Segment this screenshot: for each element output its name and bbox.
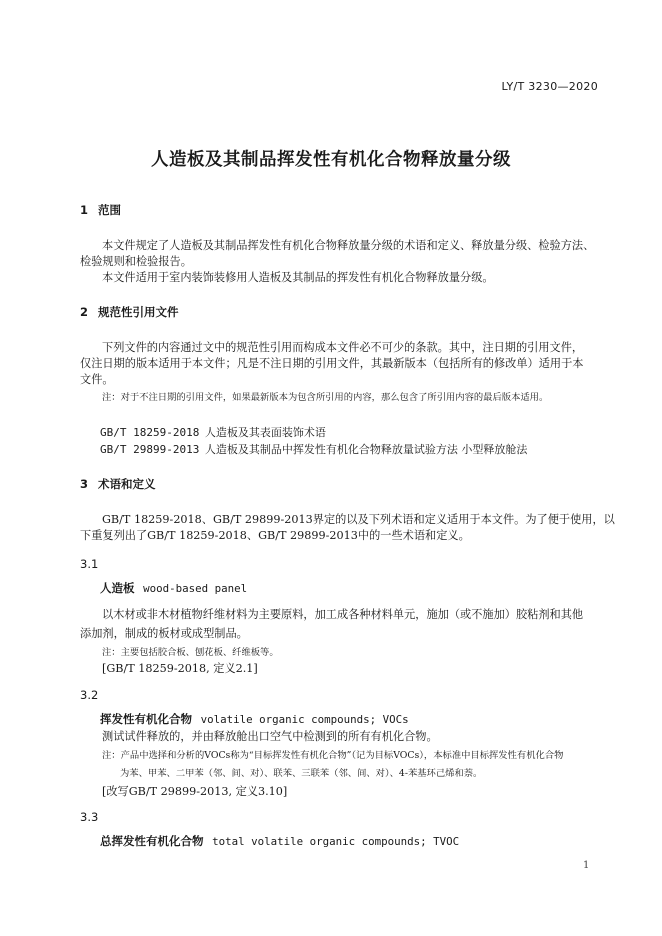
reference-code: GB/T 29899-2013 <box>100 443 200 456</box>
section-2-paragraph-line: 文件。 <box>80 373 114 386</box>
standard-number: LY/T 3230—2020 <box>501 80 598 93</box>
reference-item <box>100 441 527 457</box>
section-2-paragraph-line: 下列文件的内容通过文中的规范性引用而构成本文件必不可少的条款。其中，注日期的引用文件， <box>102 341 584 354</box>
section-3-intro-line: GB/T 18259-2018、GB/T 29899-2013界定的以及下列术语和定义适用于本文件。为了便于使用，以 <box>102 513 615 526</box>
term-number: 3.2 <box>80 688 99 702</box>
term-chinese: 挥发性有机化合物 <box>100 712 192 726</box>
term-note-line: 注：产品中选择和分析的VOCs称为“目标挥发性有机化合物”（记为目标VOCs），本标准中目标挥发性有机化合物 <box>102 750 564 761</box>
term-english: wood-based panel <box>143 582 248 595</box>
term-definition-line: 测试试件释放的，并由释放舱出口空气中检测到的所有有机化合物。 <box>102 730 438 743</box>
term-note: 注：主要包括胶合板、刨花板、纤维板等。 <box>102 647 279 658</box>
section-1-heading <box>80 202 121 218</box>
term-number: 3.1 <box>80 557 99 571</box>
section-1-paragraph: 本文件适用于室内装饰装修用人造板及其制品的挥发性有机化合物释放量分级。 <box>102 271 494 284</box>
term-chinese: 总挥发性有机化合物 <box>100 834 204 848</box>
section-number: 3 <box>80 477 89 491</box>
section-1-paragraph-line: 本文件规定了人造板及其制品挥发性有机化合物释放量分级的术语和定义、释放量分级、检验方法、 <box>102 239 595 252</box>
section-2-paragraph-line: 仅注日期的版本适用于本文件；凡是不注日期的引用文件，其最新版本（包括所有的修改单）适用于本 <box>80 357 584 370</box>
section-title: 术语和定义 <box>98 477 156 491</box>
term-definition-line: 添加剂，制成的板材或成型制品。 <box>80 627 248 640</box>
section-2-heading <box>80 304 179 320</box>
section-number: 2 <box>80 305 89 319</box>
term-definition-line: 以木材或非木材植物纤维材料为主要原料，加工成各种材料单元，施加（或不施加）胶粘剂和其他 <box>102 608 584 621</box>
section-title: 规范性引用文件 <box>98 305 179 319</box>
reference-code: GB/T 18259-2018 <box>100 426 200 439</box>
section-number: 1 <box>80 203 89 217</box>
section-3-intro-line: 下重复列出了GB/T 18259-2018、GB/T 29899-2013中的一些术语和定义。 <box>80 529 470 542</box>
reference-item <box>100 424 326 440</box>
document-title: 人造板及其制品挥发性有机化合物释放量分级 <box>151 150 511 170</box>
reference-title: 人造板及其制品中挥发性有机化合物释放量试验方法 小型释放舱法 <box>204 443 528 456</box>
term-english: volatile organic compounds; VOCs <box>200 713 409 726</box>
term-entry <box>100 580 247 596</box>
term-source: [GB/T 18259-2018, 定义2.1] <box>102 662 258 675</box>
reference-title: 人造板及其表面装饰术语 <box>204 426 326 439</box>
term-number: 3.3 <box>80 810 99 824</box>
section-3-heading <box>80 476 156 492</box>
section-1-paragraph-line: 检验规则和检验报告。 <box>80 255 192 268</box>
term-english: total volatile organic compounds; TVOC <box>212 835 460 848</box>
section-2-note: 注：对于不注日期的引用文件，如果最新版本为包含所引用的内容，那么包含了所引用内容的最后版本适用。 <box>102 392 549 403</box>
term-source: [改写GB/T 29899-2013, 定义3.10] <box>102 785 288 798</box>
section-title: 范围 <box>98 203 121 217</box>
term-chinese: 人造板 <box>100 581 135 595</box>
term-entry <box>100 711 409 727</box>
term-note-line: 为苯、甲苯、二甲苯（邻、间、对）、联苯、三联苯（邻、间、对）、4-苯基环己烯和萘。 <box>120 768 483 779</box>
page-number: 1 <box>583 860 590 871</box>
term-entry <box>100 833 459 849</box>
